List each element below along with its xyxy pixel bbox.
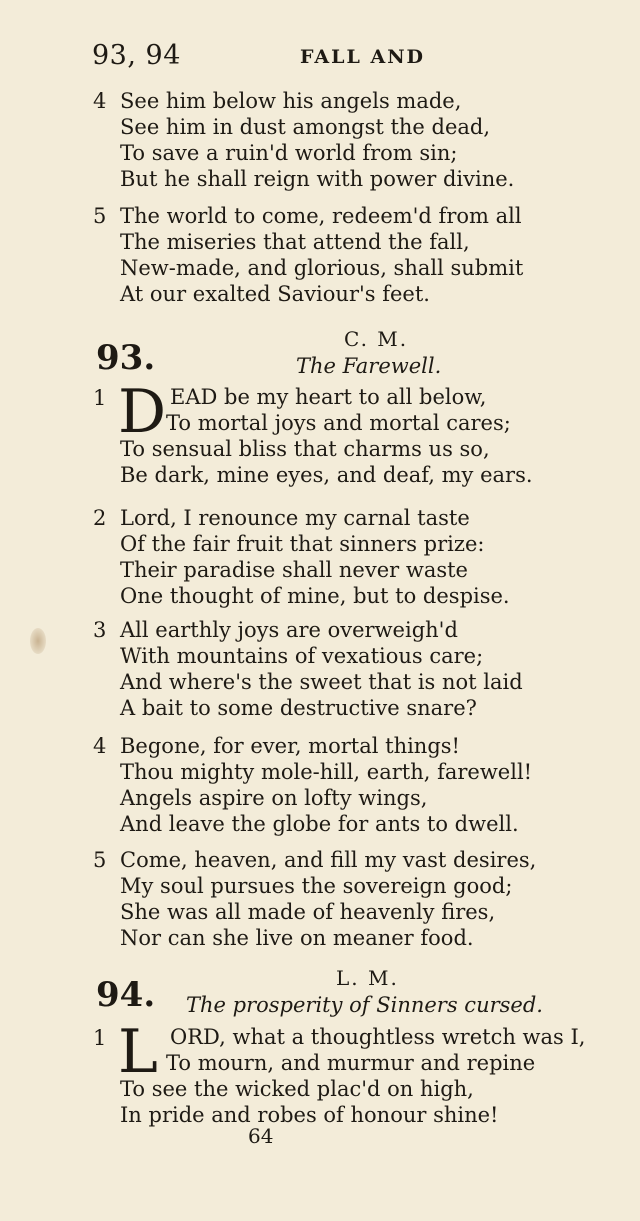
verse-line: In pride and robes of honour shine!: [120, 1103, 499, 1127]
verse-line: Be dark, mine eyes, and deaf, my ears.: [120, 463, 533, 487]
hymn-number: 93.: [96, 338, 156, 378]
verse-line: Begone, for ever, mortal things!: [120, 734, 460, 758]
hymn-number: 94.: [96, 975, 156, 1015]
running-head-hymn-numbers: 93, 94: [92, 40, 181, 71]
hymn-meter: C. M.: [344, 327, 409, 351]
verse-line: To sensual bliss that charms us so,: [120, 437, 490, 461]
verse-line: Their paradise shall never waste: [120, 558, 468, 582]
hymn-meter: L. M.: [336, 966, 399, 990]
verse-line: Of the fair fruit that sinners prize:: [120, 532, 485, 556]
verse-line: See him in dust amongst the dead,: [120, 115, 491, 139]
verse-line: To mortal joys and mortal cares;: [166, 411, 511, 435]
verse-line: She was all made of heavenly fires,: [120, 900, 496, 924]
hymn-title: The prosperity of Sinners cursed.: [186, 993, 543, 1017]
page-number: 64: [248, 1124, 274, 1148]
drop-cap: D: [118, 377, 167, 447]
verse-line: To save a ruin'd world from sin;: [120, 141, 458, 165]
hymn-title: The Farewell.: [296, 354, 442, 378]
verse-line: See him below his angels made,: [120, 89, 462, 113]
verse-line: The world to come, redeem'd from all: [120, 204, 522, 228]
verse-line: Come, heaven, and fill my vast desires,: [120, 848, 537, 872]
verse-line: Lord, I renounce my carnal taste: [120, 506, 470, 530]
verse-line: But he shall reign with power divine.: [120, 167, 515, 191]
verse-number: 1: [93, 386, 107, 410]
verse-line: My soul pursues the sovereign good;: [120, 874, 513, 898]
verse-line: One thought of mine, but to despise.: [120, 584, 510, 608]
verse-line: Nor can she live on meaner food.: [120, 926, 474, 950]
verse-line: ORD, what a thoughtless wretch was I,: [170, 1025, 586, 1049]
running-head-title: FALL AND: [300, 46, 426, 68]
verse-line: To see the wicked plac'd on high,: [120, 1077, 474, 1101]
drop-cap: L: [118, 1017, 158, 1087]
verse-line: All earthly joys are overweigh'd: [120, 618, 458, 642]
verse-line: And where's the sweet that is not laid: [120, 670, 523, 694]
verse-line: A bait to some destructive snare?: [120, 696, 477, 720]
verse-number: 1: [93, 1026, 107, 1050]
verse-number: 5: [93, 848, 107, 872]
paper-stain: [30, 628, 46, 654]
verse-line: At our exalted Saviour's feet.: [120, 282, 430, 306]
verse-line: New-made, and glorious, shall submit: [120, 256, 524, 280]
verse-line: With mountains of vexatious care;: [120, 644, 484, 668]
verse-line: The miseries that attend the fall,: [120, 230, 470, 254]
verse-line: To mourn, and murmur and repine: [166, 1051, 536, 1075]
verse-line: And leave the globe for ants to dwell.: [120, 812, 519, 836]
verse-number: 2: [93, 506, 107, 530]
verse-line: Thou mighty mole-hill, earth, farewell!: [120, 760, 533, 784]
verse-number: 4: [93, 734, 107, 758]
verse-number: 5: [93, 204, 107, 228]
verse-line: Angels aspire on lofty wings,: [120, 786, 428, 810]
verse-line: EAD be my heart to all below,: [170, 385, 487, 409]
verse-number: 4: [93, 89, 107, 113]
verse-number: 3: [93, 618, 107, 642]
